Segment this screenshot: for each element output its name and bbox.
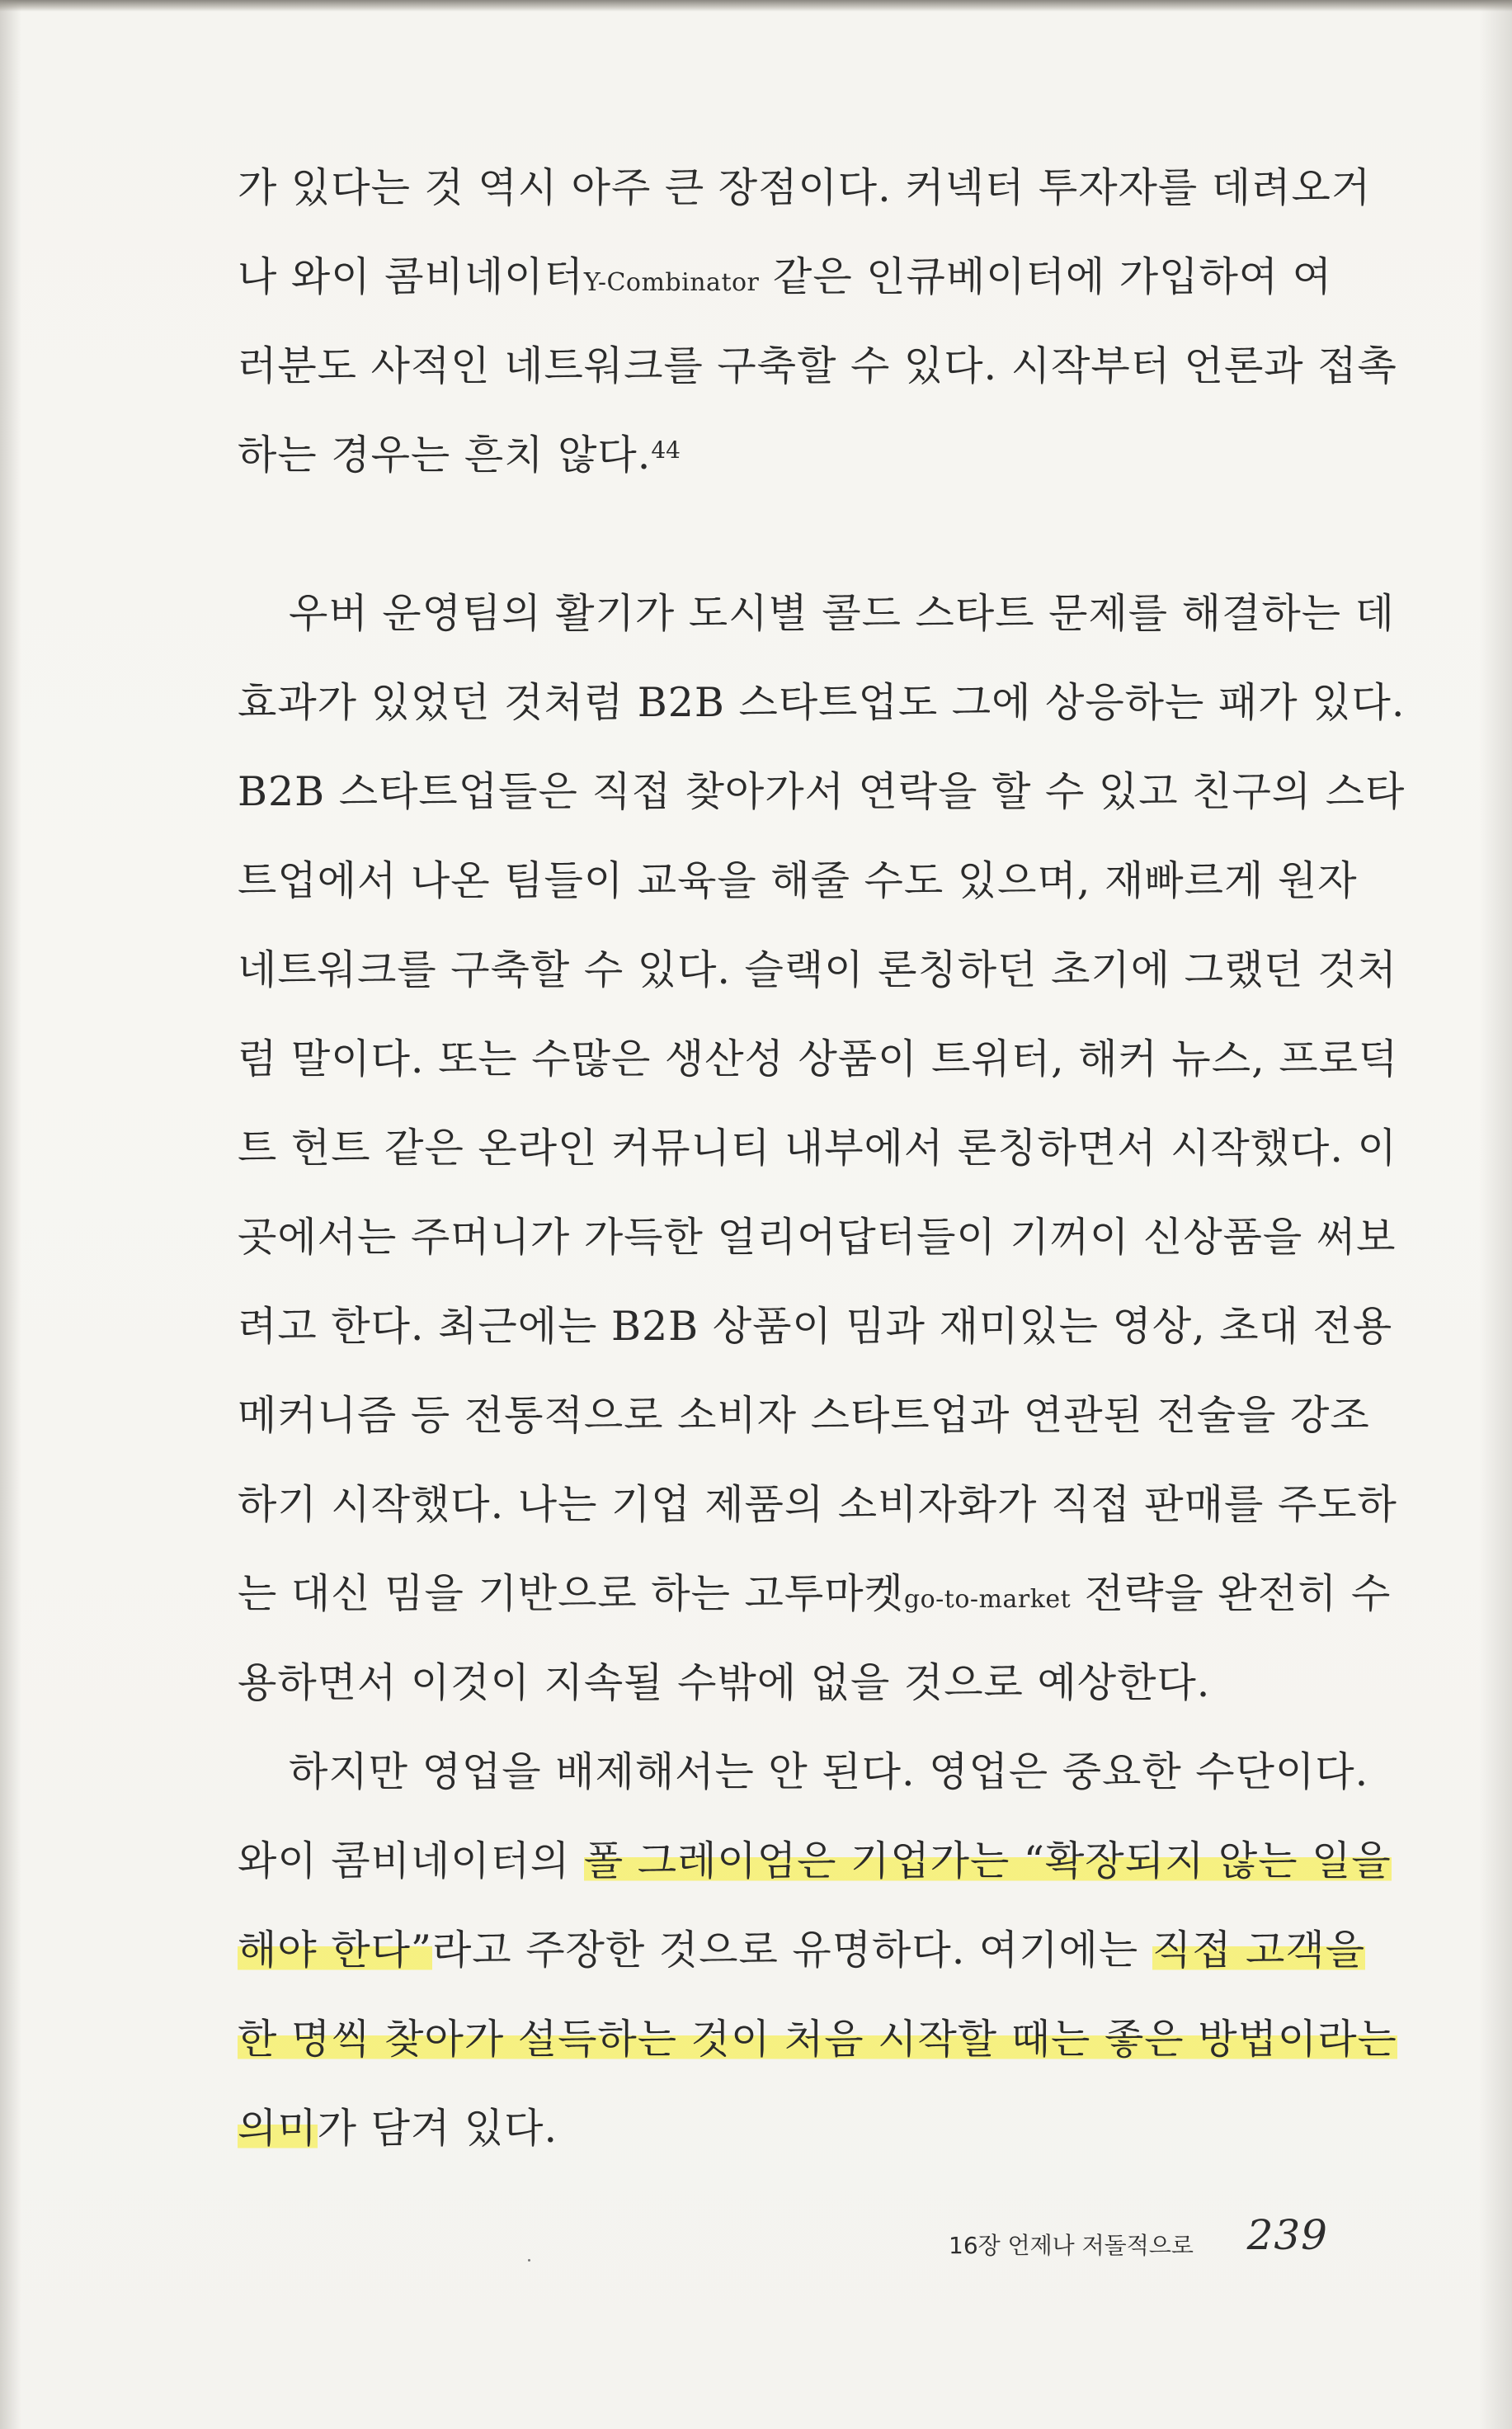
paragraph1-line1: 가 있다는 것 역시 아주 큰 장점이다. 커넥터 투자자를 데려오거 [238,164,1372,211]
text-span: 나 와이 콤비네이터 [238,253,584,300]
text-span: 전략을 완전히 수 [1071,1570,1392,1617]
paragraph2-line7: 트 헌트 같은 온라인 커뮤니티 내부에서 론칭하면서 시작했다. 이 [238,1125,1397,1172]
paragraph2-line4: 트업에서 나온 팀들이 교육을 해줄 수도 있으며, 재빠르게 원자 [238,857,1358,904]
paragraph3-line3 [238,1926,1365,1975]
highlighted-text: 한 명씩 찾아가 설득하는 것이 처음 시작할 때는 좋은 방법이라는 [238,2016,1397,2063]
page-number: 239 [1246,2211,1328,2259]
paper-speck [528,2259,530,2262]
footnote-marker: 44 [651,436,681,464]
highlighted-text: 폴 그레이엄은 기업가는 “확장되지 않는 일을 [583,1837,1392,1884]
paragraph2-line2: 효과가 있었던 것처럼 B2B 스타트업도 그에 상응하는 패가 있다. [238,679,1406,726]
paragraph2-line10: 메커니즘 등 전통적으로 소비자 스타트업과 연관된 전술을 강조 [238,1392,1370,1439]
paragraph1-line3: 러분도 사적인 네트워크를 구축할 수 있다. 시작부터 언론과 접촉 [238,342,1397,389]
paragraph2-line1: 우버 운영팀의 활기가 도시별 콜드 스타트 문제를 해결하는 데 [289,590,1395,637]
paragraph2-line6: 럼 말이다. 또는 수많은 생산성 상품이 트위터, 해커 뉴스, 프로덕 [238,1035,1399,1082]
text-span: 하는 경우는 흔치 않다. [238,432,652,479]
paragraph3-line4 [238,2015,1397,2064]
paragraph2-line11: 하기 시작했다. 나는 기업 제품의 소비자화가 직접 판매를 주도하 [238,1481,1397,1528]
text-span: 와이 콤비네이터의 [238,1837,584,1884]
paragraph1-line2 [238,252,1332,302]
running-footer-chapter: 16장 언제나 저돌적으로 [949,2232,1194,2259]
paragraph2-line12 [238,1569,1391,1619]
paragraph2-line9: 려고 한다. 최근에는 B2B 상품이 밈과 재미있는 영상, 초대 전용 [238,1303,1393,1350]
paragraph2-line5: 네트워크를 구축할 수 있다. 슬랙이 론칭하던 초기에 그랬던 것처 [238,946,1397,993]
text-span: 라고 주장한 것으로 유명하다. 여기에는 [431,1927,1152,1974]
highlighted-text: 해야 한다” [238,1927,432,1974]
paragraph3-line1: 하지만 영업을 배제해서는 안 된다. 영업은 중요한 수단이다. [289,1748,1369,1795]
highlighted-text: 의미 [238,2105,318,2152]
paragraph2-line3: B2B 스타트업들은 직접 찾아가서 연락을 할 수 있고 친구의 스타 [238,768,1406,815]
page-left-shadow [0,0,21,2429]
latin-gloss: go-to-market [903,1585,1072,1614]
text-span: 같은 인큐베이터에 가입하여 여 [759,253,1333,300]
paragraph3-line2 [238,1837,1392,1886]
paragraph2-line13: 용하면서 이것이 지속될 수밖에 없을 것으로 예상한다. [238,1659,1211,1706]
text-span: 가 담겨 있다. [317,2105,558,2152]
page-footer [949,2211,1328,2269]
latin-gloss: Y-Combinator [583,268,760,297]
paragraph2-line8: 곳에서는 주머니가 가득한 얼리어답터들이 기꺼이 신상품을 써보 [238,1214,1397,1261]
paragraph3-line5 [238,2104,558,2153]
page-top-edge [0,0,1512,12]
paragraph1-line4 [238,431,681,480]
page-right-shadow [1479,0,1512,2429]
highlighted-text: 직접 고객을 [1152,1927,1366,1974]
text-span: 는 대신 밈을 기반으로 하는 고투마켓 [238,1570,904,1617]
